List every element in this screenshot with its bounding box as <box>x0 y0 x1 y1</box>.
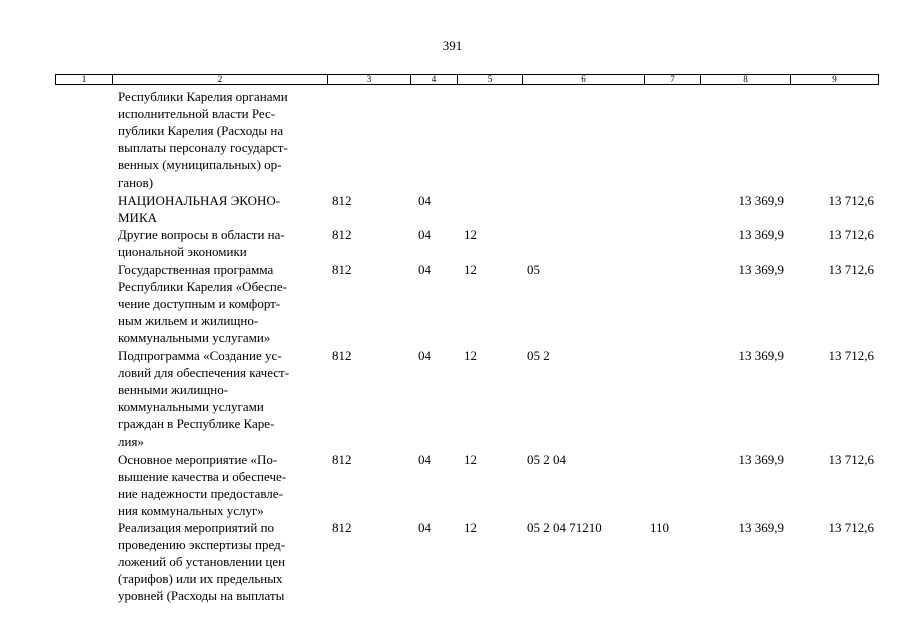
row-5-col-5: 12 <box>464 348 477 363</box>
header-col-5: 5 <box>457 75 522 84</box>
row-1-description-line: ганов) <box>118 174 154 190</box>
row-4-description-line: Республики Карелия «Обеспе- <box>118 279 287 295</box>
row-5-description-line: Подпрограмма «Создание ус- <box>118 348 282 363</box>
row-1-description-line: исполнительной власти Рес- <box>118 106 276 122</box>
header-col-9: 9 <box>790 75 878 84</box>
row-4-col-3: 812 <box>332 262 352 277</box>
row-6-col-4: 04 <box>418 452 431 467</box>
row-5-description-line: ловий для обеспечения качест- <box>118 365 290 381</box>
row-6-description-line: ние надежности предоставле- <box>118 486 283 502</box>
row-3-col-9: 13 712,6 <box>828 227 874 242</box>
row-6-col-6: 05 2 04 <box>527 452 566 467</box>
row-6-col-5: 12 <box>464 452 477 467</box>
row-7-col-7: 110 <box>650 520 670 535</box>
row-4-description-line: ным жильем и жилищно- <box>118 313 259 329</box>
table-header <box>55 74 879 85</box>
row-4-col-4: 04 <box>418 262 431 277</box>
row-3-col-8: 13 369,9 <box>738 227 784 242</box>
row-7-col-6: 05 2 04 71210 <box>527 520 602 535</box>
row-1-description-line: венных (муниципальных) ор- <box>118 157 282 173</box>
row-4-description-line: Государственная программа <box>118 262 274 277</box>
row-4-col-5: 12 <box>464 262 477 277</box>
row-1-description-line: выплаты персоналу государст- <box>118 140 288 156</box>
row-3-col-3: 812 <box>332 227 352 242</box>
page-number: 391 <box>442 38 463 53</box>
row-2-description-line: МИКА <box>118 210 158 226</box>
row-7-col-8: 13 369,9 <box>738 520 784 535</box>
row-7-description-line: (тарифов) или их предельных <box>118 571 283 587</box>
row-3-col-5: 12 <box>464 227 477 242</box>
header-col-4: 4 <box>410 75 457 84</box>
row-6-col-3: 812 <box>332 452 352 467</box>
row-6-description-line: ния коммунальных услуг» <box>118 503 264 519</box>
row-5-description-line: граждан в Республике Каре- <box>118 416 275 432</box>
row-5-description-line: венными жилищно- <box>118 382 229 398</box>
row-5-col-8: 13 369,9 <box>738 348 784 363</box>
row-5-col-6: 05 2 <box>527 348 550 363</box>
row-6-description-line: вышение качества и обеспече- <box>118 469 287 485</box>
row-3-description-line: Другие вопросы в области на- <box>118 227 285 242</box>
row-4-col-9: 13 712,6 <box>828 262 874 277</box>
row-7-col-4: 04 <box>418 520 431 535</box>
row-2-col-4: 04 <box>418 193 431 208</box>
row-6-description-line: Основное мероприятие «По- <box>118 452 278 467</box>
row-7-description-line: ложений об установлении цен <box>118 554 286 570</box>
row-5-col-4: 04 <box>418 348 431 363</box>
row-2-col-9: 13 712,6 <box>828 193 874 208</box>
row-2-description-line: НАЦИОНАЛЬНАЯ ЭКОНО- <box>118 193 281 208</box>
row-6-col-9: 13 712,6 <box>828 452 874 467</box>
row-7-col-9: 13 712,6 <box>828 520 874 535</box>
header-col-6: 6 <box>522 75 644 84</box>
row-5-col-3: 812 <box>332 348 352 363</box>
row-4-col-6: 05 <box>527 262 540 277</box>
row-4-description-line: чение доступным и комфорт- <box>118 296 281 312</box>
row-7-col-5: 12 <box>464 520 477 535</box>
row-5-description-line: коммунальными услугами <box>118 399 264 415</box>
row-6-col-8: 13 369,9 <box>738 452 784 467</box>
row-2-col-3: 812 <box>332 193 352 208</box>
header-col-3: 3 <box>327 75 410 84</box>
row-3-description-line: циональной экономики <box>118 244 247 260</box>
row-3-col-4: 04 <box>418 227 431 242</box>
row-7-description-line: Реализация мероприятий по <box>118 520 275 535</box>
row-4-col-8: 13 369,9 <box>738 262 784 277</box>
row-7-description-line: проведению экспертизы пред- <box>118 537 286 553</box>
header-col-7: 7 <box>644 75 700 84</box>
row-5-col-9: 13 712,6 <box>828 348 874 363</box>
row-7-description-line: уровней (Расходы на выплаты <box>118 588 285 604</box>
header-col-2: 2 <box>112 75 327 84</box>
header-col-1: 1 <box>81 74 87 84</box>
row-7-col-3: 812 <box>332 520 352 535</box>
row-5-description-line: лия» <box>118 433 144 449</box>
row-2-col-8: 13 369,9 <box>738 193 784 208</box>
header-col-8: 8 <box>700 75 790 84</box>
row-1-description-line: публики Карелия (Расходы на <box>118 123 284 139</box>
row-1-description-line: Республики Карелия органами <box>118 89 288 104</box>
row-4-description-line: коммунальными услугами» <box>118 330 271 346</box>
